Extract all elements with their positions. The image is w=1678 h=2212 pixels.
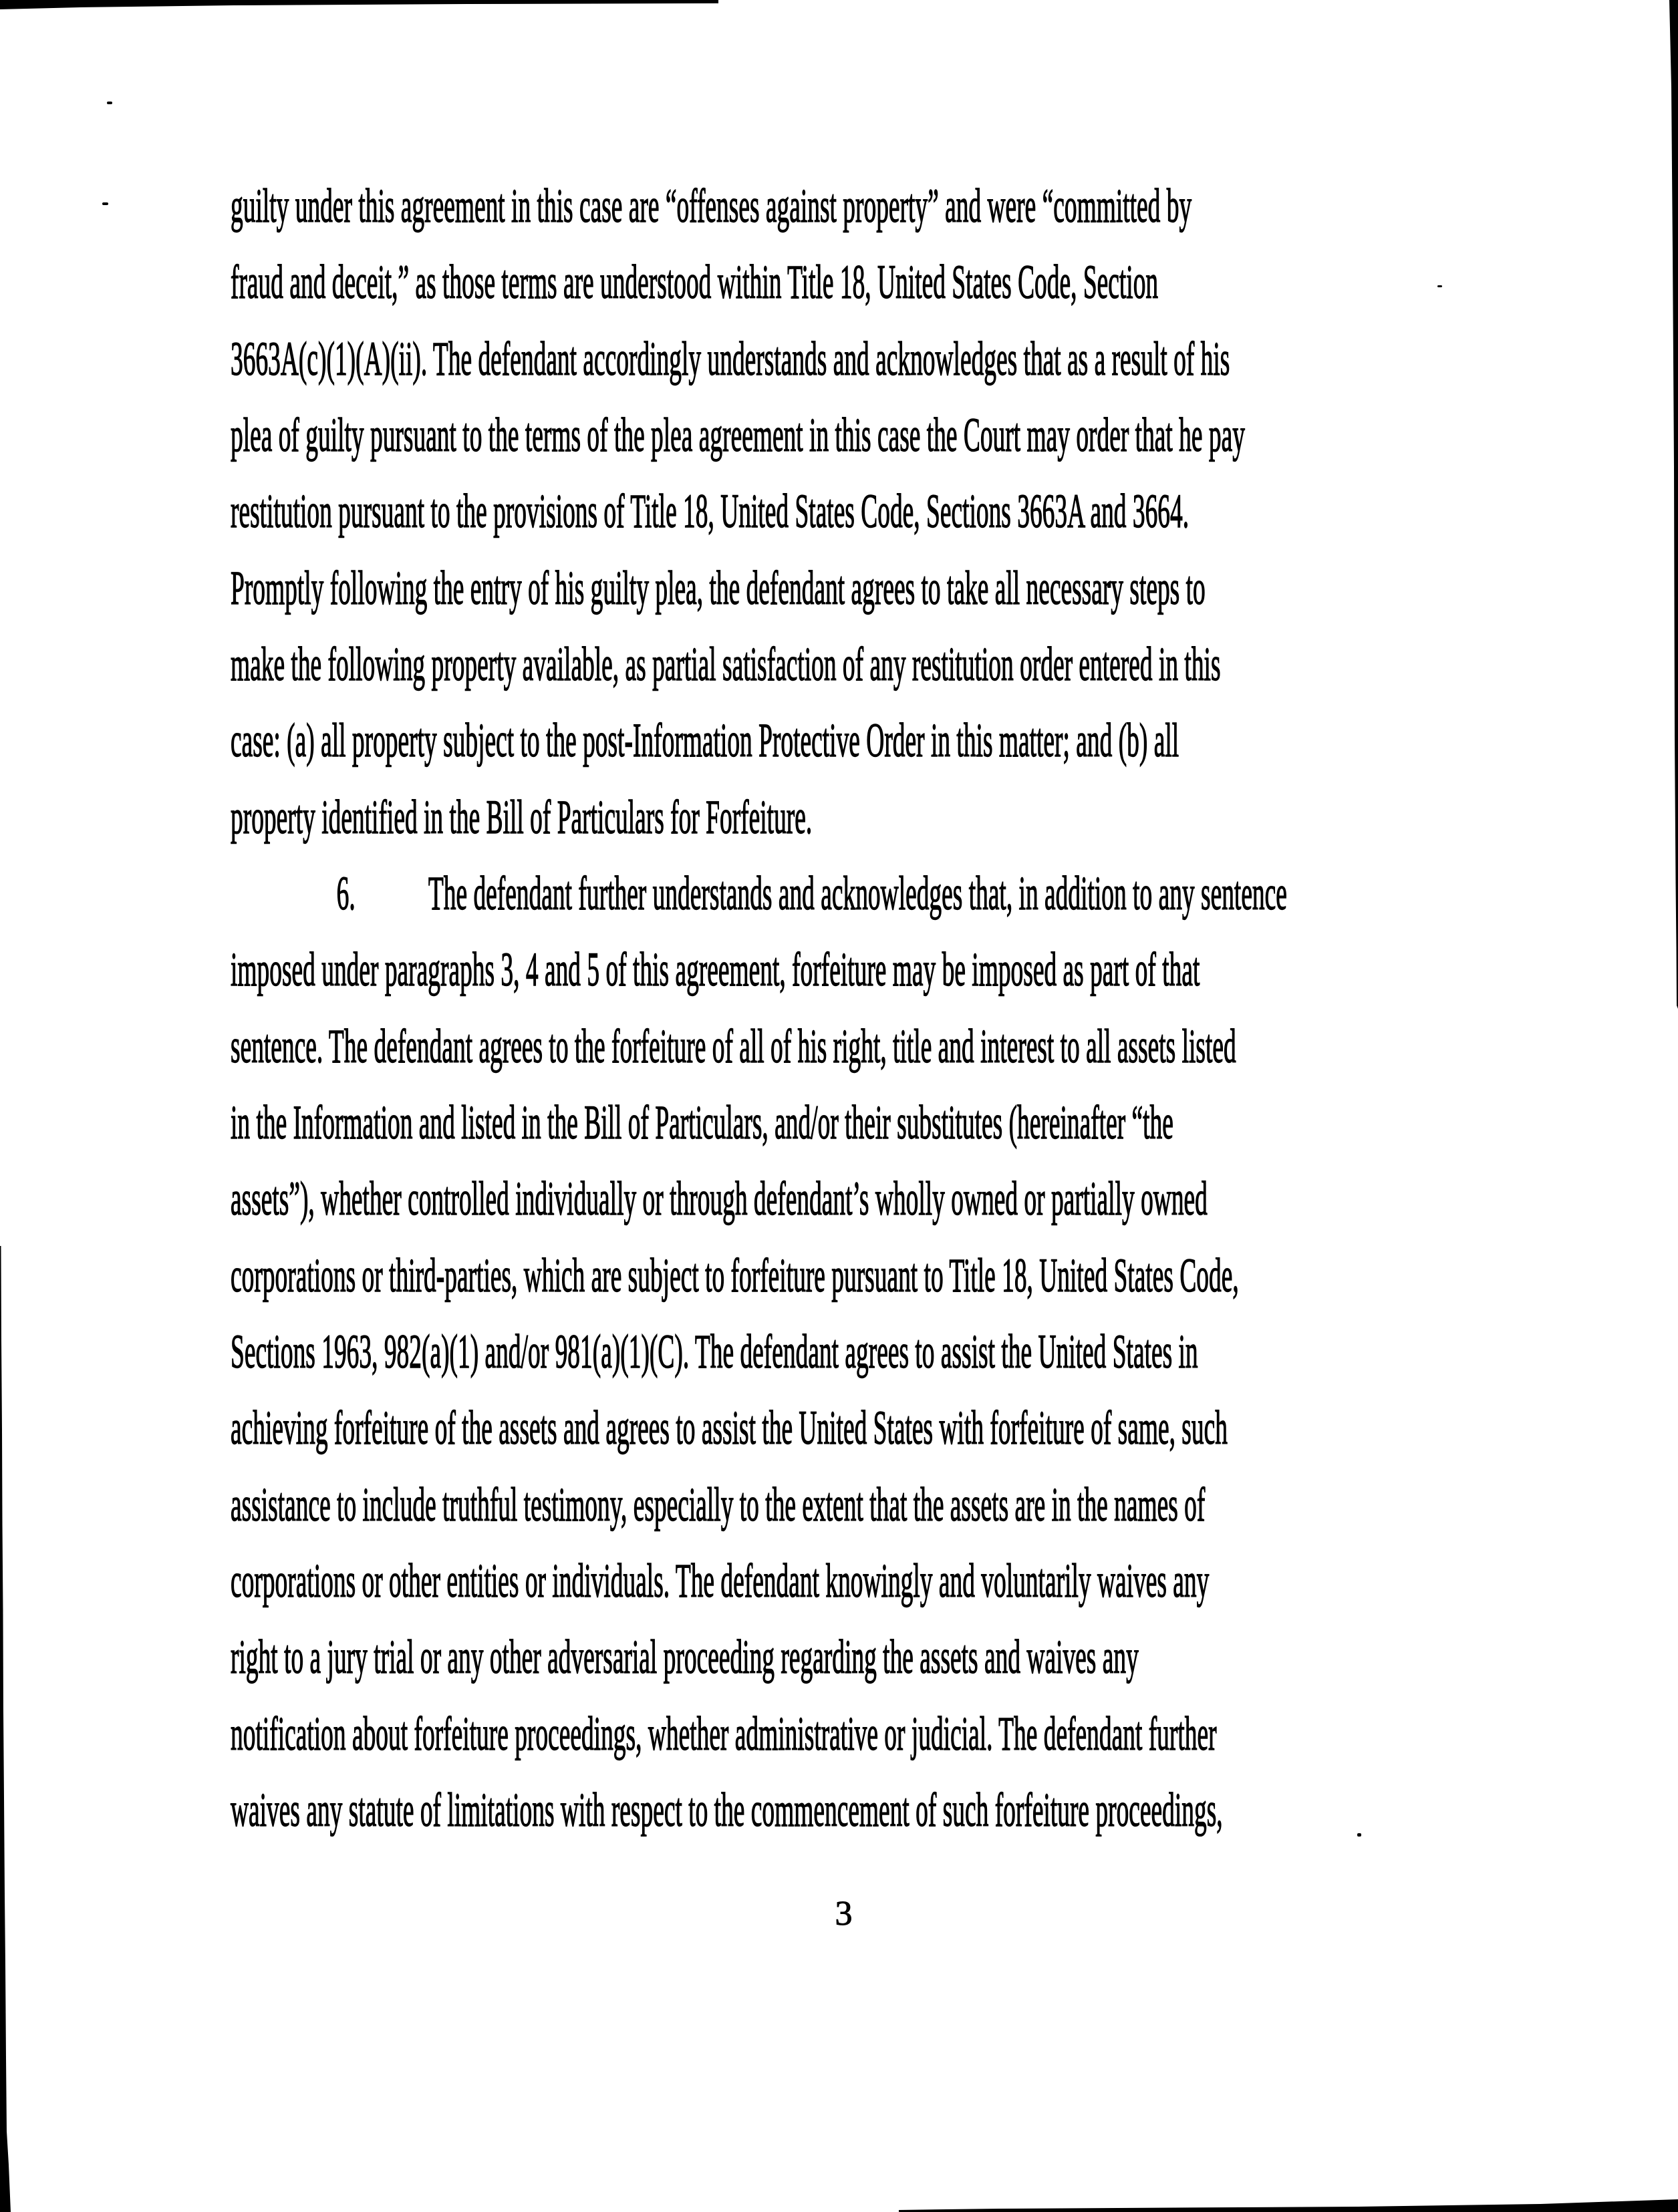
text-line: Sections 1963, 982(a)(1) and/or 981(a)(1)(C). The defendant agrees to assist the United States in	[231, 1324, 1198, 1378]
scan-artifact-top-bar	[0, 0, 718, 12]
text-line: case: (a) all property subject to the post-Information Protective Order in this matter; and (b) all	[231, 714, 1179, 768]
paragraph-6	[231, 855, 1457, 1848]
text-line: sentence. The defendant agrees to the forfeiture of all of his right, title and interest to all assets listed	[231, 1019, 1236, 1073]
text-line: 3663A(c)(1)(A)(ii). The defendant accordingly understands and acknowledges that as a result of his	[231, 331, 1230, 385]
paragraph-number: 6.	[336, 866, 356, 920]
text-run: The defendant further understands and acknowledges that, in addition to any sentence	[428, 866, 1287, 920]
page-number: 3	[835, 1895, 853, 1933]
text-line: right to a jury trial or any other adversarial proceeding regarding the assets and waives any	[231, 1630, 1139, 1684]
text-line: guilty under this agreement in this case are “offenses against property” and were “committed by	[231, 179, 1192, 232]
text-line: Promptly following the entry of his guilty plea, the defendant agrees to take all necessary steps to	[231, 561, 1206, 615]
text-line: notification about forfeiture proceedings, whether administrative or judicial. The defendant further	[231, 1706, 1217, 1760]
scan-speck	[102, 202, 108, 205]
text-line: plea of guilty pursuant to the terms of the plea agreement in this case the Court may order that he pay	[231, 408, 1245, 462]
scan-artifact-bottom-bar	[899, 2198, 1678, 2212]
scan-artifact-right-edge-line	[1668, 0, 1678, 1010]
text-line: achieving forfeiture of the assets and agrees to assist the United States with forfeiture of same, such	[231, 1401, 1228, 1455]
text-line: assistance to include truthful testimony, especially to the extent that the assets are in the names of	[231, 1477, 1206, 1531]
text-line: waives any statute of limitations with respect to the commencement of such forfeiture proceedings,	[231, 1782, 1223, 1837]
text-line: fraud and deceit,” as those terms are understood within Title 18, United States Code, Section	[231, 255, 1159, 309]
text-line: restitution pursuant to the provisions of Title 18, United States Code, Sections 3663A and 3664.	[231, 484, 1190, 538]
paragraph-continuation	[231, 168, 1457, 855]
text-line: make the following property available, as partial satisfaction of any restitution order entered in this	[231, 637, 1221, 691]
scan-artifact-left-edge-line	[0, 1243, 12, 2212]
text-line: corporations or third-parties, which are subject to forfeiture pursuant to Title 18, United States Code,	[231, 1248, 1239, 1302]
body-text	[231, 168, 1457, 1848]
text-line	[231, 855, 1457, 931]
text-line: corporations or other entities or individuals. The defendant knowingly and voluntarily waives any	[231, 1553, 1210, 1607]
text-line: in the Information and listed in the Bill of Particulars, and/or their substitutes (hereinafter “the	[231, 1095, 1173, 1149]
text-line: imposed under paragraphs 3, 4 and 5 of this agreement, forfeiture may be imposed as part of that	[231, 943, 1200, 997]
scan-speck	[107, 102, 112, 104]
text-line: assets”), whether controlled individually or through defendant’s wholly owned or partially owned	[231, 1172, 1208, 1226]
text-line: property identified in the Bill of Particulars for Forfeiture.	[231, 790, 813, 844]
